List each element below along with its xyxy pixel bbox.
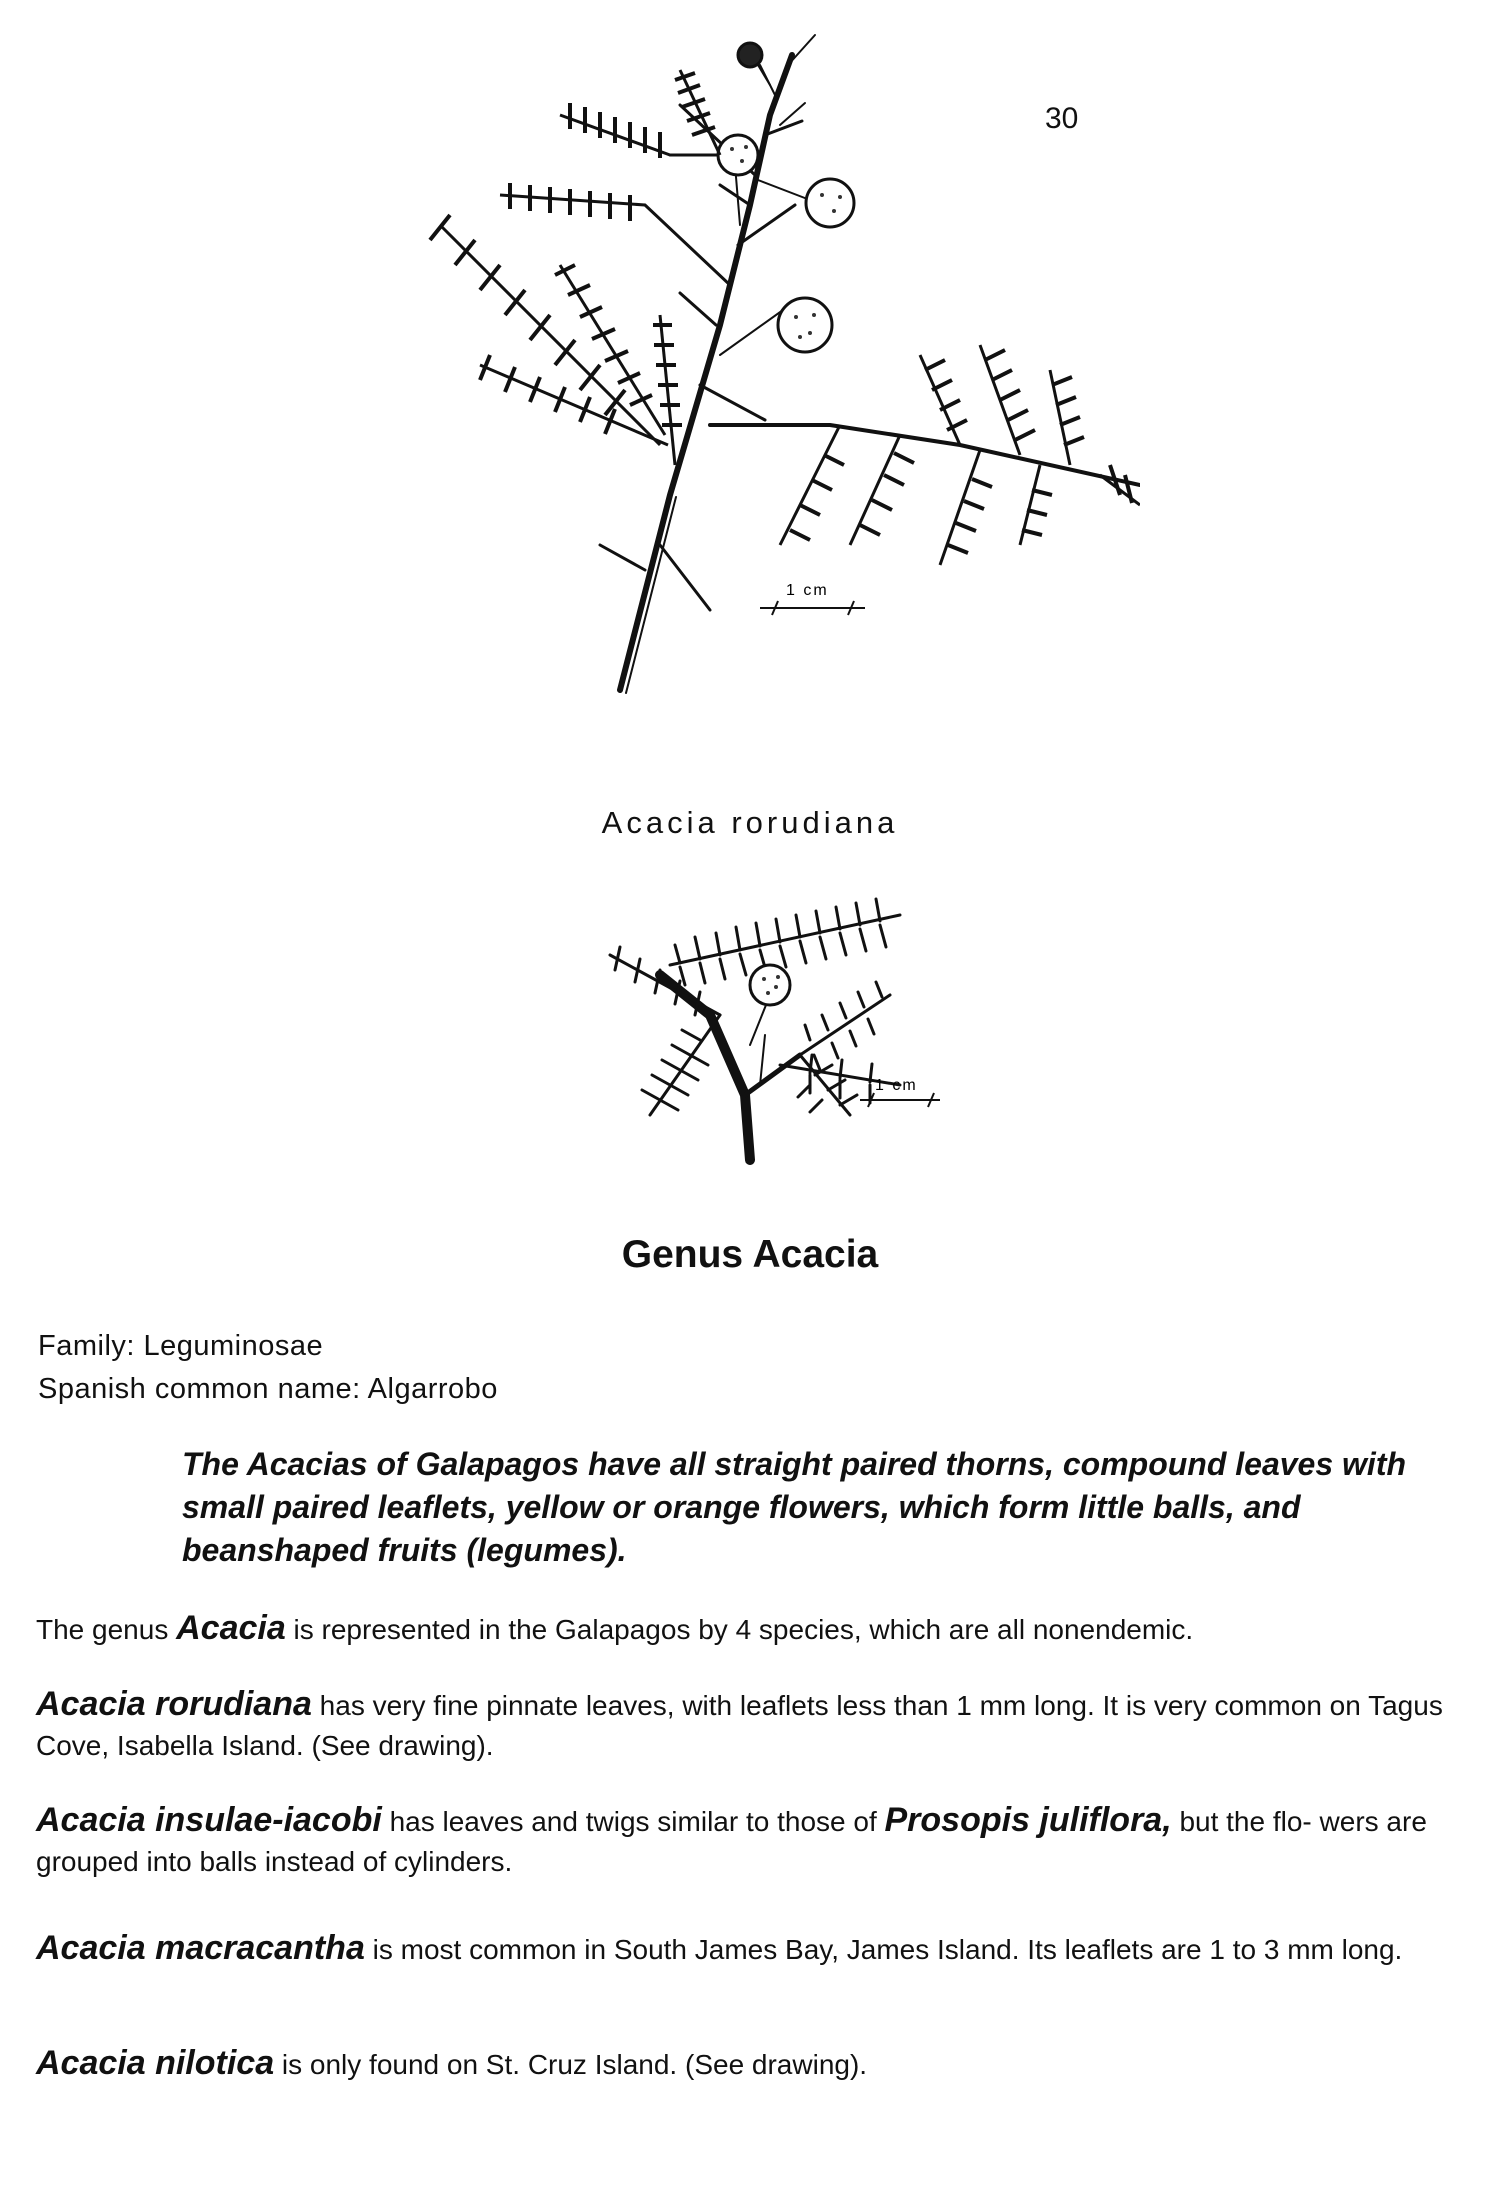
acacia-nilotica-drawing <box>570 875 970 1165</box>
species-name-prosopis: Prosopis juliflora, <box>884 1801 1172 1839</box>
scale-label-top: 1 cm <box>786 582 829 599</box>
page-number: 30 <box>1045 102 1079 135</box>
genus-summary: The Acacias of Galapagos have all straight paired thorns, compound leaves with small paired leaflets, yellow or orange flowers, which form little balls, and beanshaped fruits (legumes). <box>182 1446 1407 1568</box>
common-name-line: Spanish common name: Algarrobo <box>38 1373 498 1405</box>
species-name: Acacia rorudiana <box>36 1685 312 1723</box>
paragraph-rorudiana: Acacia rorudiana has very fine pinnate leaves, with leaflets less than 1 mm long. It is very common on Tagus Cove, Isabella Island. (See drawing). <box>36 1685 1443 1761</box>
paragraph-nilotica: Acacia nilotica is only found on St. Cruz Island. (See drawing). <box>36 2044 868 2082</box>
species-name: Acacia nilotica <box>36 2044 275 2082</box>
species-name: Acacia macracantha <box>36 1929 365 1967</box>
paragraph-macracantha: Acacia macracantha is most common in South James Bay, James Island. Its leaflets are 1 to 3 mm long. <box>36 1929 1403 1967</box>
paragraph-genus: The genus Acacia is represented in the Galapagos by 4 species, which are all nonendemic. <box>36 1609 1194 1647</box>
family-line: Family: Leguminosae <box>38 1330 324 1362</box>
section-title: Genus Acacia <box>621 1233 879 1276</box>
species-name: Acacia <box>176 1609 286 1647</box>
taxonomy-meta <box>38 1325 498 1411</box>
paragraph-insulae-iacobi: Acacia insulae-iacobi has leaves and twigs similar to those of Prosopis juliflora, but the flo- wers are grouped into balls instead of cylinders. <box>36 1801 1427 1877</box>
species-name: Acacia insulae-iacobi <box>36 1801 382 1839</box>
scale-label-bottom: 1 cm <box>875 1077 918 1094</box>
figure-caption: Acacia rorudiana <box>601 805 899 840</box>
acacia-rorudiana-drawing <box>420 25 1140 715</box>
